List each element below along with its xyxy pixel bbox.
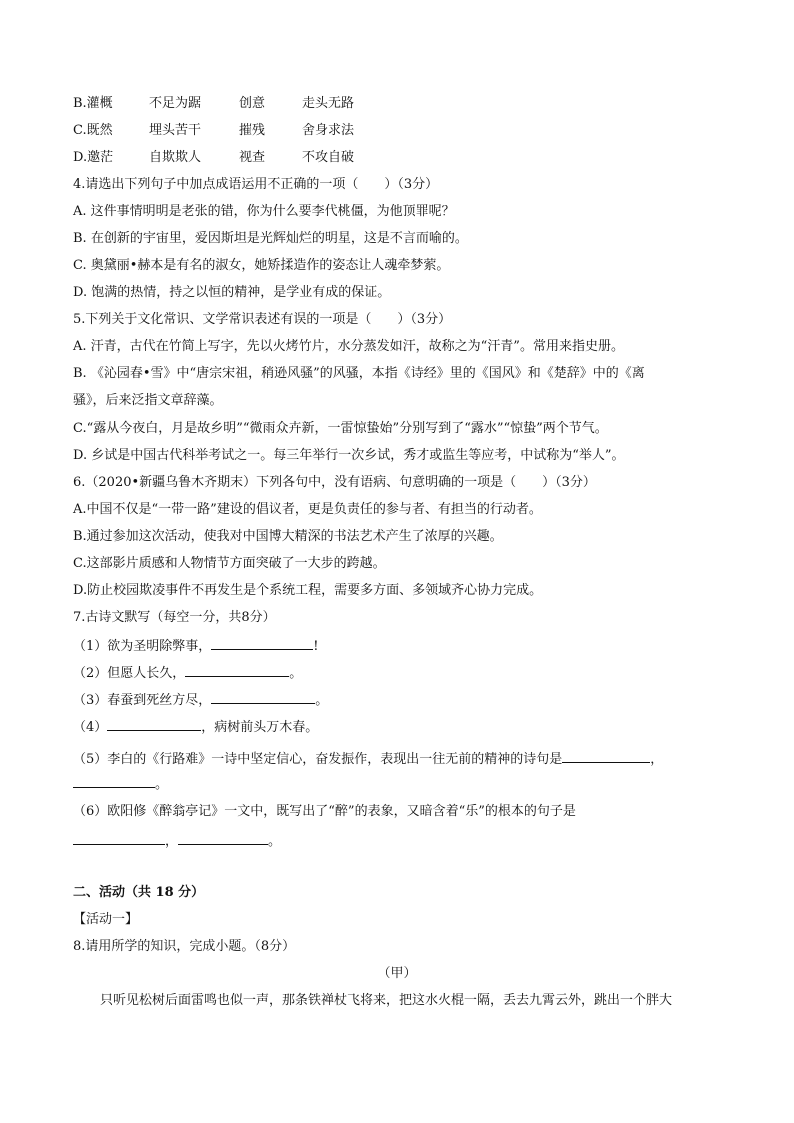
q3-c-word1: C.既然	[73, 123, 113, 138]
q3-d-word4: 不攻自破	[302, 150, 355, 165]
q7-item-5	[73, 749, 663, 769]
q5-option-b: B. 《沁园春•雪》中“唐宗宋祖，稍逊风骚”的风骚，本指《诗经》里的《国风》和《楚辞》中的《离	[73, 366, 645, 381]
q7-item-1-text: （1）欲为圣明除弊事，	[73, 639, 212, 654]
answer-blank[interactable]	[562, 749, 650, 763]
passage-text: 只听见松树后面雷鸣也似一声，那条铁禅杖飞将来，把这水火棍一隔，丢去九霄云外，跳出一个胖大	[100, 993, 673, 1008]
q3-b-word2: 不足为踞	[149, 96, 202, 111]
q3-c-word2: 埋头苦干	[149, 123, 202, 138]
q7-item-4-start: （4）	[73, 720, 108, 735]
answer-blank[interactable]	[73, 774, 155, 788]
answer-blank[interactable]	[211, 636, 313, 650]
q5-option-a: A. 汗青，古代在竹简上写字，先以火烤竹片，水分蒸发如汗，故称之为“汗青”。常用来指史册。	[73, 339, 624, 354]
q4-option-d: D. 饱满的热情，持之以恒的精神，是学业有成的保证。	[73, 285, 391, 300]
q4-option-b: B. 在创新的宇宙里，爱因斯坦是光辉灿烂的明星，这是不言而喻的。	[73, 231, 468, 246]
q7-item-4	[73, 717, 318, 737]
q3-b-word1: B.灌概	[73, 96, 113, 111]
q7-item-6: （6）欧阳修《醉翁亭记》一文中，既写出了“醉”的表象，又暗含着“乐”的根本的句子是	[73, 804, 576, 819]
q7-item-5-text: （5）李白的《行路难》一诗中坚定信心，奋发振作，表现出一往无前的精神的诗句是	[73, 752, 563, 767]
answer-blank[interactable]	[185, 663, 289, 677]
q7-item-5-comma: ，	[650, 752, 664, 767]
q6-option-d: D.防止校园欺凌事件不再发生是个系统工程，需要多方面、多领域齐心协力完成。	[73, 583, 543, 598]
q5-option-d: D. 乡试是中国古代科举考试之一。每三年举行一次乡试，秀才或监生等应考，中试称为“举人”。	[73, 448, 625, 463]
q3-c-word3: 摧残	[239, 123, 266, 138]
q3-option-c	[73, 122, 354, 140]
q6-option-a: A.中国不仅是“一带一路”建设的倡议者，更是负责任的参与者、有担当的行动者。	[73, 502, 542, 517]
q7-item-2	[73, 663, 302, 683]
q7-item-3	[73, 690, 328, 710]
q7-item-6-cont	[73, 831, 281, 851]
q4-option-c: C. 奥黛丽•赫本是有名的淑女，她矫揉造作的姿态让人魂牵梦萦。	[73, 258, 450, 273]
q3-b-word4: 走头无路	[302, 96, 355, 111]
q7-item-3-end: 。	[315, 693, 329, 708]
q4-stem: 4.请选出下列句子中加点成语运用不正确的一项（ ）（3分）	[73, 177, 439, 192]
answer-blank[interactable]	[211, 690, 315, 704]
q3-d-word1: D.邀茫	[73, 150, 114, 165]
q7-item-6-comma: ，	[165, 834, 179, 849]
q3-b-word3: 创意	[239, 96, 266, 111]
passage-label: （甲）	[377, 966, 417, 981]
q4-option-a: A. 这件事情明明是老张的错，你为什么要李代桃僵，为他顶罪呢？	[73, 204, 455, 219]
q7-item-2-end: 。	[289, 666, 303, 681]
q5-stem: 5.下列关于文化常识、文学常识表述有误的一项是（ ）（3分）	[73, 312, 452, 327]
q5-option-c: C.“露从今夜白，月是故乡明”“微雨众卉新，一雷惊蛰始”分别写到了“露水”“惊蛰”两个节气。	[73, 421, 608, 436]
answer-blank[interactable]	[107, 717, 201, 731]
q7-item-5-end: 。	[155, 777, 169, 792]
answer-blank[interactable]	[73, 831, 165, 845]
q5-option-b-cont: 骚》，后来泛指文章辞藻。	[73, 393, 223, 408]
q3-d-word3: 视查	[239, 150, 266, 165]
q8-stem: 8.请用所学的知识，完成小题。（8分）	[73, 939, 296, 954]
q6-option-b: B.通过参加这次活动，使我对中国博大精深的书法艺术产生了浓厚的兴趣。	[73, 529, 503, 544]
q6-stem: 6.（2020•新疆乌鲁木齐期末）下列各句中，没有语病、句意明确的一项是（ ）（3分）	[73, 475, 596, 490]
q7-item-3-text: （3）春蚕到死丝方尽，	[73, 693, 212, 708]
q7-item-1	[73, 636, 319, 656]
q7-item-2-text: （2）但愿人长久，	[73, 666, 186, 681]
section-title: 二、活动（共 18 分）	[73, 885, 205, 900]
answer-blank[interactable]	[178, 831, 268, 845]
q3-d-word2: 自欺欺人	[149, 150, 202, 165]
q7-item-1-end: !	[313, 639, 319, 654]
q7-item-4-end: ，病树前头万木春。	[201, 720, 319, 735]
activity-heading: 【活动一】	[73, 912, 139, 927]
q6-option-c: C.这部影片质感和人物情节方面突破了一大步的跨越。	[73, 556, 386, 571]
q3-option-d	[73, 149, 354, 167]
q7-stem: 7.古诗文默写（每空一分，共8分）	[73, 610, 276, 625]
q7-item-5-cont	[73, 774, 168, 794]
q7-item-6-end: 。	[268, 834, 282, 849]
q3-c-word4: 舍身求法	[302, 123, 355, 138]
q3-option-b	[73, 95, 354, 113]
